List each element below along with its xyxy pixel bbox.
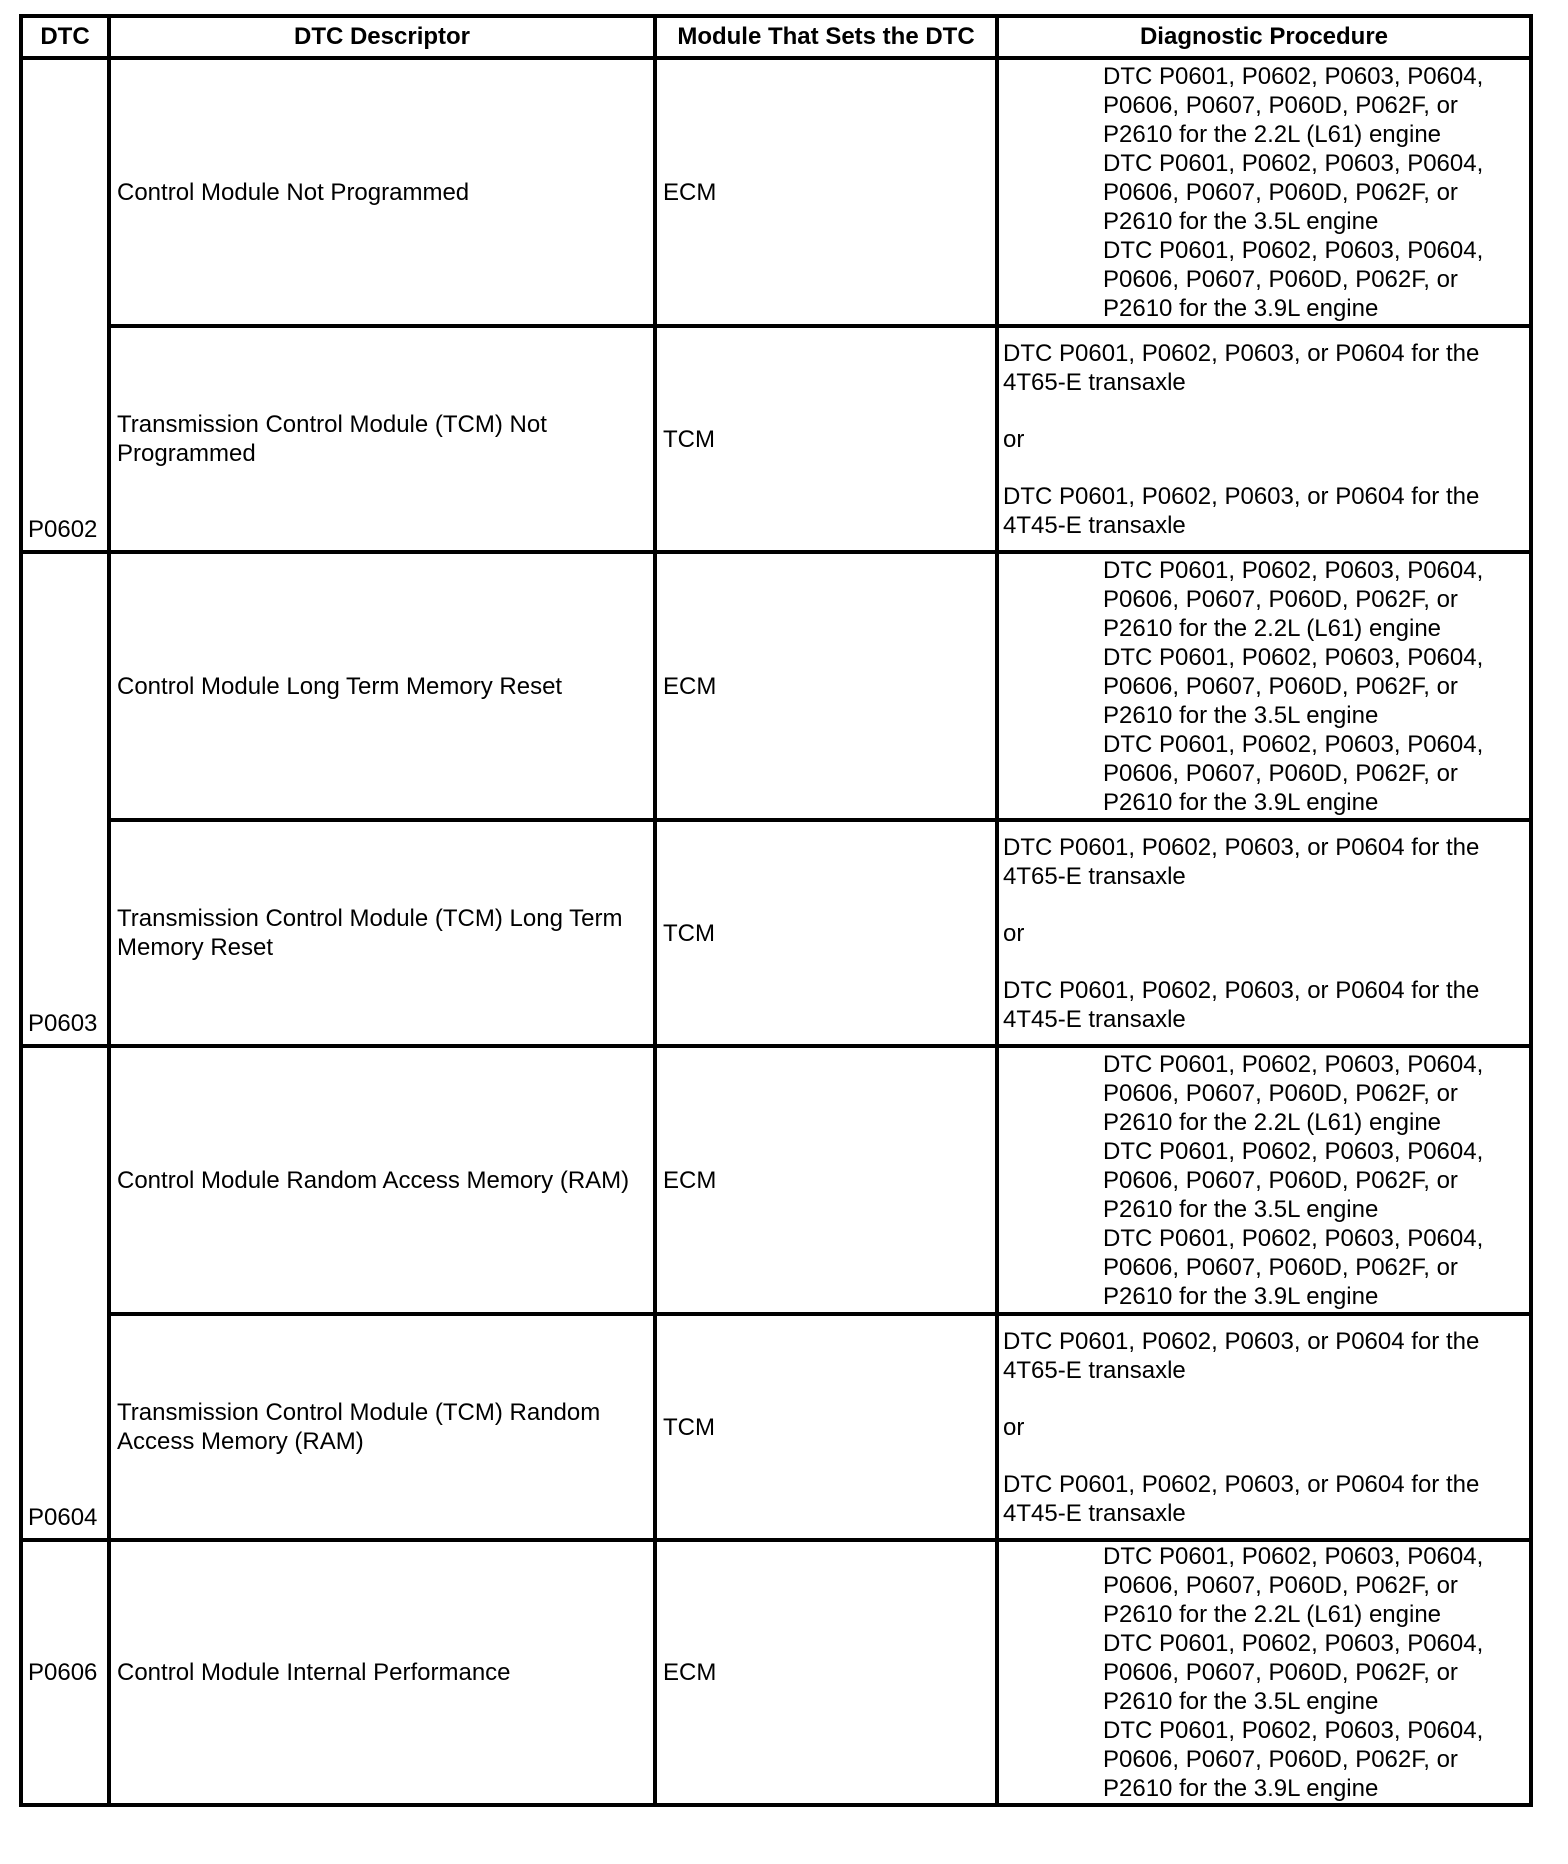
procedure-link-3-9l: DTC P0601, P0602, P0603, P0604, P0606, P0607, P060D, P062F, or P2610 for the 3.9L engine (1103, 1717, 1484, 1802)
table-row (21, 820, 1531, 1046)
procedure-link-4t45e: DTC P0601, P0602, P0603, or P0604 for the 4T45-E transaxle (1003, 482, 1480, 539)
dtc-descriptor: Control Module Internal Performance (109, 1540, 655, 1805)
procedure-link-3-5l: DTC P0601, P0602, P0603, P0604, P0606, P0607, P060D, P062F, or P2610 for the 3.5L engine (1103, 1630, 1484, 1715)
module-cell: TCM (655, 326, 997, 552)
procedure-link-3-9l: DTC P0601, P0602, P0603, P0604, P0606, P0607, P060D, P062F, or P2610 for the 3.9L engine (1103, 1224, 1484, 1310)
table-row (21, 1314, 1531, 1540)
table-row (21, 552, 1531, 820)
table-row (21, 326, 1531, 552)
dtc-code: P0604 (21, 1046, 109, 1540)
module-cell: TCM (655, 820, 997, 1046)
diagnostic-procedure-cell (997, 326, 1531, 552)
header-row (21, 16, 1531, 58)
table-row (21, 58, 1531, 326)
procedure-link-2-2l: DTC P0601, P0602, P0603, P0604, P0606, P0607, P060D, P062F, or P2610 for the 2.2L (L61) engine (1103, 62, 1484, 148)
procedure-link-2-2l: DTC P0601, P0602, P0603, P0604, P0606, P0607, P060D, P062F, or P2610 for the 2.2L (L61) engine (1103, 1543, 1484, 1628)
dtc-code: P0606 (21, 1540, 109, 1805)
dtc-code: P0603 (21, 552, 109, 1046)
dtc-descriptor: Transmission Control Module (TCM) Long Term Memory Reset (109, 820, 655, 1046)
dtc-descriptor: Control Module Random Access Memory (RAM) (109, 1046, 655, 1314)
header-dtc: DTC (21, 16, 109, 58)
procedure-link-2-2l: DTC P0601, P0602, P0603, P0604, P0606, P0607, P060D, P062F, or P2610 for the 2.2L (L61) engine (1103, 1050, 1484, 1136)
dtc-descriptor: Transmission Control Module (TCM) Not Programmed (109, 326, 655, 552)
table-row (21, 1046, 1531, 1314)
procedure-link-4t45e: DTC P0601, P0602, P0603, or P0604 for the 4T45-E transaxle (1003, 976, 1480, 1033)
header-diagnostic-procedure: Diagnostic Procedure (997, 16, 1531, 58)
diagnostic-procedure-cell (997, 1540, 1531, 1805)
or-text: or (1003, 425, 1025, 453)
dtc-table-wrapper (19, 14, 1533, 1807)
dtc-descriptor: Control Module Not Programmed (109, 58, 655, 326)
diagnostic-procedure-cell (997, 552, 1531, 820)
dtc-descriptor: Transmission Control Module (TCM) Random Access Memory (RAM) (109, 1314, 655, 1540)
module-cell: ECM (655, 1046, 997, 1314)
dtc-code: P0602 (21, 58, 109, 552)
dtc-table (19, 14, 1533, 1807)
diagnostic-procedure-cell (997, 58, 1531, 326)
procedure-link-3-5l: DTC P0601, P0602, P0603, P0604, P0606, P0607, P060D, P062F, or P2610 for the 3.5L engine (1103, 1137, 1484, 1223)
table-row (21, 1540, 1531, 1805)
diagnostic-procedure-cell (997, 820, 1531, 1046)
or-text: or (1003, 1413, 1025, 1441)
procedure-link-4t45e: DTC P0601, P0602, P0603, or P0604 for the 4T45-E transaxle (1003, 1470, 1480, 1527)
procedure-link-4t65e: DTC P0601, P0602, P0603, or P0604 for the 4T65-E transaxle (1003, 833, 1480, 890)
procedure-link-4t65e: DTC P0601, P0602, P0603, or P0604 for the 4T65-E transaxle (1003, 1327, 1480, 1384)
module-cell: TCM (655, 1314, 997, 1540)
header-module: Module That Sets the DTC (655, 16, 997, 58)
procedure-link-3-5l: DTC P0601, P0602, P0603, P0604, P0606, P0607, P060D, P062F, or P2610 for the 3.5L engine (1103, 643, 1484, 729)
module-cell: ECM (655, 552, 997, 820)
dtc-descriptor: Control Module Long Term Memory Reset (109, 552, 655, 820)
diagnostic-procedure-cell (997, 1314, 1531, 1540)
procedure-link-3-5l: DTC P0601, P0602, P0603, P0604, P0606, P0607, P060D, P062F, or P2610 for the 3.5L engine (1103, 149, 1484, 235)
header-dtc-descriptor: DTC Descriptor (109, 16, 655, 58)
module-cell: ECM (655, 1540, 997, 1805)
or-text: or (1003, 919, 1025, 947)
procedure-link-3-9l: DTC P0601, P0602, P0603, P0604, P0606, P0607, P060D, P062F, or P2610 for the 3.9L engine (1103, 236, 1484, 322)
procedure-link-3-9l: DTC P0601, P0602, P0603, P0604, P0606, P0607, P060D, P062F, or P2610 for the 3.9L engine (1103, 730, 1484, 816)
diagnostic-procedure-cell (997, 1046, 1531, 1314)
module-cell: ECM (655, 58, 997, 326)
procedure-link-2-2l: DTC P0601, P0602, P0603, P0604, P0606, P0607, P060D, P062F, or P2610 for the 2.2L (L61) engine (1103, 556, 1484, 642)
procedure-link-4t65e: DTC P0601, P0602, P0603, or P0604 for the 4T65-E transaxle (1003, 339, 1480, 396)
